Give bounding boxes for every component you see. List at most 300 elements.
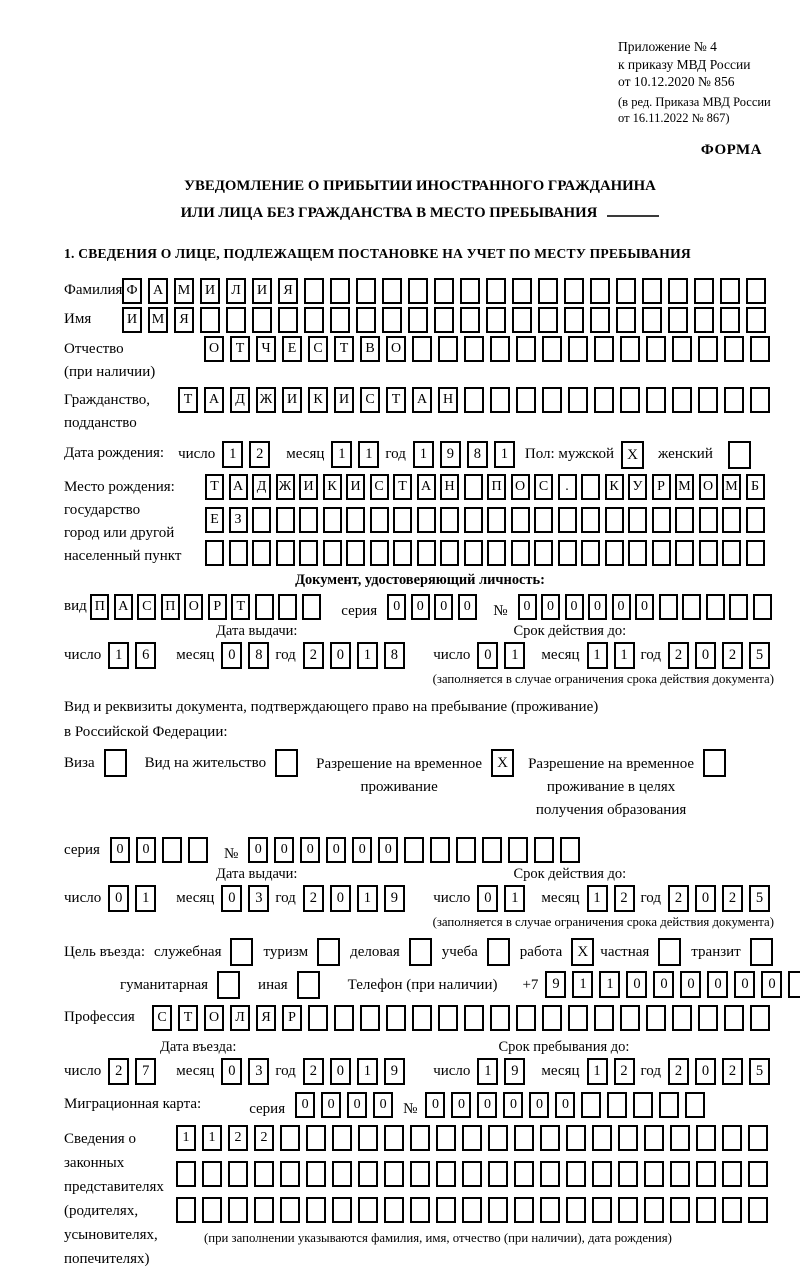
birth-month-label: месяц <box>286 446 325 463</box>
form-cell: 2 <box>254 1125 274 1151</box>
citizenship-label-line2: подданство <box>64 415 137 432</box>
form-cell <box>542 1005 562 1031</box>
form-cell: О <box>699 474 718 500</box>
form-cell <box>217 971 240 999</box>
purpose-tourism-label: туризм <box>263 943 309 960</box>
stay-day-cells <box>477 1058 531 1085</box>
form-cell: Ж <box>256 387 276 413</box>
form-cell: 8 <box>248 642 269 669</box>
form-cell <box>788 971 800 998</box>
form-cell <box>592 1161 612 1187</box>
form-cell <box>297 971 320 999</box>
form-cell: 0 <box>555 1092 575 1118</box>
residence-doc-intro <box>64 695 776 745</box>
form-cell <box>696 1161 716 1187</box>
form-cell: А <box>412 387 432 413</box>
form-cell: М <box>722 474 741 500</box>
form-cell: 0 <box>680 971 701 998</box>
form-cell <box>748 1161 768 1187</box>
citizenship-row <box>64 387 776 435</box>
form-cell <box>685 1092 705 1118</box>
representatives-label-line: законных <box>64 1154 125 1171</box>
permit-valid-heading: Срок действия до: <box>513 865 627 882</box>
purpose-humanitarian-label: гуманитарная <box>120 976 209 993</box>
form-cell: Н <box>438 387 458 413</box>
form-cell: . <box>558 474 577 500</box>
citizenship-cells <box>178 387 776 413</box>
form-cell <box>384 1197 404 1223</box>
form-cell: 9 <box>545 971 566 998</box>
form-cell <box>568 1005 588 1031</box>
form-cell <box>278 594 297 620</box>
form-cell: 0 <box>425 1092 445 1118</box>
day-label: число <box>64 1062 102 1079</box>
form-cell <box>633 1092 653 1118</box>
form-cell <box>200 307 220 333</box>
form-cell: 1 <box>587 642 608 669</box>
doc-validity-note: (заполняется в случае ограничения срока действия документа) <box>432 672 774 687</box>
form-cell <box>659 1092 679 1118</box>
form-cell <box>464 507 483 533</box>
form-cell <box>104 749 127 777</box>
form-cell: Ф <box>122 278 142 304</box>
form-cell <box>508 837 528 863</box>
form-cell: 0 <box>458 594 477 620</box>
form-cell <box>581 474 600 500</box>
given-name-label: Имя <box>64 311 92 328</box>
form-cell <box>558 540 577 566</box>
form-cell: А <box>114 594 133 620</box>
patronymic-cells <box>204 336 776 362</box>
purpose-work-label: работа <box>519 943 563 960</box>
form-cell <box>646 336 666 362</box>
form-cell <box>202 1161 222 1187</box>
edu-permit-label-line3: получения образования <box>535 802 687 819</box>
form-cell <box>393 507 412 533</box>
form-cell <box>514 1161 534 1187</box>
form-cell <box>323 540 342 566</box>
form-cell <box>488 1197 508 1223</box>
temp-permit-label <box>316 749 482 800</box>
representatives-cells-row3 <box>176 1197 774 1223</box>
birth-place-label <box>64 474 205 568</box>
form-cell: 0 <box>221 642 242 669</box>
form-cell <box>440 507 459 533</box>
residence-permit-checkbox <box>275 749 298 777</box>
year-label: год <box>275 1062 296 1079</box>
form-cell <box>202 1197 222 1223</box>
purpose-business-label: деловая <box>350 943 400 960</box>
form-cell <box>514 1125 534 1151</box>
migration-number-cells <box>425 1092 711 1118</box>
form-cell <box>488 1125 508 1151</box>
purpose-study-label: учеба <box>441 943 478 960</box>
form-cell <box>438 1005 458 1031</box>
form-cell <box>332 1125 352 1151</box>
form-cell: П <box>161 594 180 620</box>
form-cell: Т <box>386 387 406 413</box>
form-cell <box>722 1125 742 1151</box>
doc-issue-heading: Дата выдачи: <box>216 623 298 640</box>
representatives-label <box>64 1125 176 1271</box>
form-cell: Т <box>205 474 224 500</box>
form-cell: И <box>252 278 272 304</box>
form-cell <box>750 336 770 362</box>
purpose-tourism-checkbox <box>317 938 340 966</box>
form-cell <box>434 307 454 333</box>
form-cell <box>590 278 610 304</box>
form-cell: 0 <box>330 885 351 912</box>
form-cell <box>581 507 600 533</box>
entry-day-cells <box>108 1058 162 1085</box>
temp-permit-label-line2: проживание <box>360 779 438 796</box>
form-cell <box>176 1197 196 1223</box>
form-cell <box>370 540 389 566</box>
form-cell <box>511 540 530 566</box>
patronymic-label-line2: (при наличии) <box>64 364 156 381</box>
birth-year-cells <box>413 441 521 468</box>
form-cell: 1 <box>587 1058 608 1085</box>
form-cell: С <box>137 594 156 620</box>
form-cell <box>581 540 600 566</box>
gender-female-checkbox <box>728 441 751 469</box>
form-cell <box>696 1197 716 1223</box>
edu-permit-label-line2: проживание в целях <box>546 779 676 796</box>
form-cell <box>668 278 688 304</box>
form-cell <box>226 307 246 333</box>
form-cell <box>746 278 766 304</box>
form-cell <box>438 336 458 362</box>
form-cell: Ч <box>256 336 276 362</box>
form-cell <box>750 1005 770 1031</box>
form-cell: 0 <box>626 971 647 998</box>
form-cell: Т <box>393 474 412 500</box>
month-label: месяц <box>541 889 580 906</box>
form-cell: О <box>511 474 530 500</box>
form-cell <box>464 1005 484 1031</box>
form-cell <box>440 540 459 566</box>
form-cell <box>462 1161 482 1187</box>
form-cell <box>482 837 502 863</box>
permit-valid-month-cells <box>587 885 641 912</box>
form-cell <box>592 1125 612 1151</box>
representatives-row <box>64 1125 776 1271</box>
form-cell <box>706 594 725 620</box>
form-cell: 2 <box>249 441 270 468</box>
citizenship-label <box>64 387 178 435</box>
form-cell <box>323 507 342 533</box>
form-cell <box>176 1161 196 1187</box>
form-cell: 1 <box>587 885 608 912</box>
stay-until-heading: Срок пребывания до: <box>498 1038 630 1055</box>
form-cell <box>699 540 718 566</box>
form-cell <box>729 594 748 620</box>
form-cell <box>618 1125 638 1151</box>
doc-series-cells <box>387 594 481 620</box>
form-cell <box>594 1005 614 1031</box>
form-cell: 6 <box>135 642 156 669</box>
form-cell <box>514 1197 534 1223</box>
form-cell <box>280 1161 300 1187</box>
permit-number-cells <box>248 837 586 863</box>
form-cell <box>299 507 318 533</box>
form-cell: X <box>621 441 644 469</box>
form-cell <box>409 938 432 966</box>
purpose-official-checkbox <box>230 938 253 966</box>
form-cell: 0 <box>352 837 372 863</box>
form-cell <box>540 1125 560 1151</box>
form-cell: 1 <box>614 642 635 669</box>
form-cell <box>659 594 678 620</box>
form-cell <box>516 336 536 362</box>
appendix-line: к приказу МВД России <box>618 56 751 72</box>
form-cell <box>417 540 436 566</box>
purpose-humanitarian-checkbox <box>217 971 240 999</box>
form-cell <box>358 1125 378 1151</box>
form-cell <box>694 307 714 333</box>
form-cell: 5 <box>749 642 770 669</box>
form-cell <box>658 938 681 966</box>
form-cell: Б <box>746 474 765 500</box>
form-cell <box>694 278 714 304</box>
profession-cells <box>152 1005 776 1031</box>
form-cell <box>464 336 484 362</box>
form-cell <box>410 1197 430 1223</box>
entry-dates-row <box>64 1058 776 1085</box>
form-cell <box>652 507 671 533</box>
form-cell <box>299 540 318 566</box>
form-cell: 9 <box>384 885 405 912</box>
form-cell: 0 <box>300 837 320 863</box>
birth-place-label-line4: населенный пункт <box>64 548 182 565</box>
form-cell: 0 <box>695 642 716 669</box>
stay-year-cells <box>668 1058 776 1085</box>
birth-year-label: год <box>385 446 406 463</box>
form-cell: 0 <box>695 1058 716 1085</box>
form-cell: 8 <box>467 441 488 468</box>
form-cell <box>646 1005 666 1031</box>
form-cell: 0 <box>434 594 453 620</box>
birth-place-row <box>64 474 776 568</box>
permit-valid-day-cells <box>477 885 531 912</box>
form-cell: 2 <box>303 642 324 669</box>
doc-dates-row <box>64 642 776 669</box>
form-cell <box>538 278 558 304</box>
form-cell <box>412 1005 432 1031</box>
profession-label: Профессия <box>64 1008 135 1025</box>
form-cell: С <box>360 387 380 413</box>
form-cell: 1 <box>504 885 525 912</box>
form-cell <box>605 540 624 566</box>
stay-month-cells <box>587 1058 641 1085</box>
form-cell: 0 <box>695 885 716 912</box>
form-cell: 1 <box>357 1058 378 1085</box>
form-cell: А <box>229 474 248 500</box>
permit-dates-row <box>64 885 776 912</box>
form-cell: 0 <box>248 837 268 863</box>
form-cell: М <box>174 278 194 304</box>
form-cell: Р <box>208 594 227 620</box>
form-cell <box>412 336 432 362</box>
title-line-1: УВЕДОМЛЕНИЕ О ПРИБЫТИИ ИНОСТРАННОГО ГРАЖДАНИНА <box>184 178 656 195</box>
permit-issue-year-cells <box>303 885 411 912</box>
form-cell <box>540 1197 560 1223</box>
form-cell <box>594 336 614 362</box>
year-label: год <box>640 647 661 664</box>
form-cell <box>722 1161 742 1187</box>
form-cell <box>722 540 741 566</box>
doc-valid-heading: Срок действия до: <box>513 623 627 640</box>
visa-checkbox <box>104 749 127 777</box>
permit-valid-year-cells <box>668 885 776 912</box>
form-cell <box>618 1161 638 1187</box>
form-cell <box>490 387 510 413</box>
form-cell: С <box>370 474 389 500</box>
appendix-line: от 10.12.2020 № 856 <box>618 74 735 90</box>
form-cell <box>642 307 662 333</box>
form-cell: 1 <box>135 885 156 912</box>
form-cell <box>670 1197 690 1223</box>
form-cell: 0 <box>653 971 674 998</box>
purpose-other-label: иная <box>258 976 288 993</box>
form-cell <box>393 540 412 566</box>
purpose-row-1 <box>64 938 776 966</box>
form-cell: И <box>200 278 220 304</box>
form-cell: 2 <box>108 1058 129 1085</box>
form-cell <box>255 594 274 620</box>
form-cell <box>703 749 726 777</box>
form-cell <box>644 1161 664 1187</box>
form-cell <box>464 387 484 413</box>
form-cell <box>276 540 295 566</box>
form-cell <box>746 507 765 533</box>
purpose-private-label: частная <box>600 943 650 960</box>
profession-row <box>64 1005 776 1031</box>
doc-valid-day-cells <box>477 642 531 669</box>
form-cell <box>750 938 773 966</box>
form-cell <box>436 1197 456 1223</box>
form-cell: 1 <box>176 1125 196 1151</box>
form-cell: 0 <box>110 837 130 863</box>
amendment-line: от 16.11.2022 № 867) <box>618 110 730 125</box>
form-cell: 1 <box>202 1125 222 1151</box>
form-cell <box>252 507 271 533</box>
entry-date-heading: Дата въезда: <box>160 1038 237 1055</box>
form-cell <box>304 307 324 333</box>
form-cell <box>620 336 640 362</box>
form-cell <box>462 1125 482 1151</box>
form-cell <box>746 540 765 566</box>
document-title <box>64 173 776 226</box>
form-cell <box>464 540 483 566</box>
form-cell <box>516 1005 536 1031</box>
migration-card-row <box>64 1092 776 1118</box>
form-cell: 9 <box>504 1058 525 1085</box>
visa-label: Виза <box>64 754 95 771</box>
form-cell <box>605 507 624 533</box>
form-cell: Р <box>282 1005 302 1031</box>
form-cell: 2 <box>614 1058 635 1085</box>
form-cell <box>564 278 584 304</box>
section1-heading: 1. СВЕДЕНИЯ О ЛИЦЕ, ПОДЛЕЖАЩЕМ ПОСТАНОВКЕ НА УЧЕТ ПО МЕСТУ ПРЕБЫВАНИЯ <box>64 246 691 262</box>
form-cell <box>607 1092 627 1118</box>
form-cell <box>670 1125 690 1151</box>
residence-doc-intro-line2: в Российской Федерации: <box>64 724 228 741</box>
representatives-label-line: усыновителях, <box>64 1226 158 1243</box>
form-cell: 5 <box>749 885 770 912</box>
form-cell <box>590 307 610 333</box>
birth-day-label: число <box>178 446 216 463</box>
phone-cells <box>545 971 800 998</box>
birth-place-cells-row1 <box>205 474 769 500</box>
form-cell: 3 <box>248 1058 269 1085</box>
form-cell: 0 <box>274 837 294 863</box>
form-cell <box>490 1005 510 1031</box>
given-name-row <box>64 307 776 333</box>
form-cell <box>228 1197 248 1223</box>
identity-doc-row <box>64 594 776 620</box>
form-cell <box>188 837 208 863</box>
form-cell: 0 <box>612 594 631 620</box>
form-cell: И <box>299 474 318 500</box>
form-cell <box>487 938 510 966</box>
form-cell <box>410 1161 430 1187</box>
form-cell: Т <box>178 387 198 413</box>
form-cell: 2 <box>303 1058 324 1085</box>
form-cell: Ж <box>276 474 295 500</box>
form-cell: 0 <box>529 1092 549 1118</box>
form-cell <box>564 307 584 333</box>
residence-permit-label: Вид на жительство <box>144 754 267 771</box>
form-cell <box>753 594 772 620</box>
form-cell <box>558 507 577 533</box>
form-cell: А <box>417 474 436 500</box>
form-cell <box>302 594 321 620</box>
form-cell <box>750 387 770 413</box>
form-cell: 0 <box>321 1092 341 1118</box>
form-cell <box>675 507 694 533</box>
form-cell: 0 <box>477 885 498 912</box>
phone-label: Телефон (при наличии) <box>347 976 498 993</box>
form-cell: Я <box>256 1005 276 1031</box>
form-cell: 2 <box>722 885 743 912</box>
form-cell: Т <box>230 336 250 362</box>
form-cell: П <box>487 474 506 500</box>
permit-issue-day-cells <box>108 885 162 912</box>
entry-year-cells <box>303 1058 411 1085</box>
form-cell: Н <box>440 474 459 500</box>
month-label: месяц <box>541 647 580 664</box>
form-cell <box>486 307 506 333</box>
form-cell <box>644 1197 664 1223</box>
form-cell <box>417 507 436 533</box>
given-name-cells <box>122 307 772 333</box>
representatives-label-line: представителях <box>64 1178 164 1195</box>
form-cell: К <box>308 387 328 413</box>
form-cell <box>672 336 692 362</box>
temp-permit-label-line1: Разрешение на временное <box>316 755 483 772</box>
form-cell <box>696 1125 716 1151</box>
form-cell <box>511 507 530 533</box>
year-label: год <box>275 647 296 664</box>
form-cell: М <box>675 474 694 500</box>
entry-month-cells <box>221 1058 275 1085</box>
form-cell: 0 <box>373 1092 393 1118</box>
form-cell: 8 <box>384 642 405 669</box>
month-label: месяц <box>176 647 215 664</box>
form-cell: Л <box>226 278 246 304</box>
form-cell <box>682 594 701 620</box>
